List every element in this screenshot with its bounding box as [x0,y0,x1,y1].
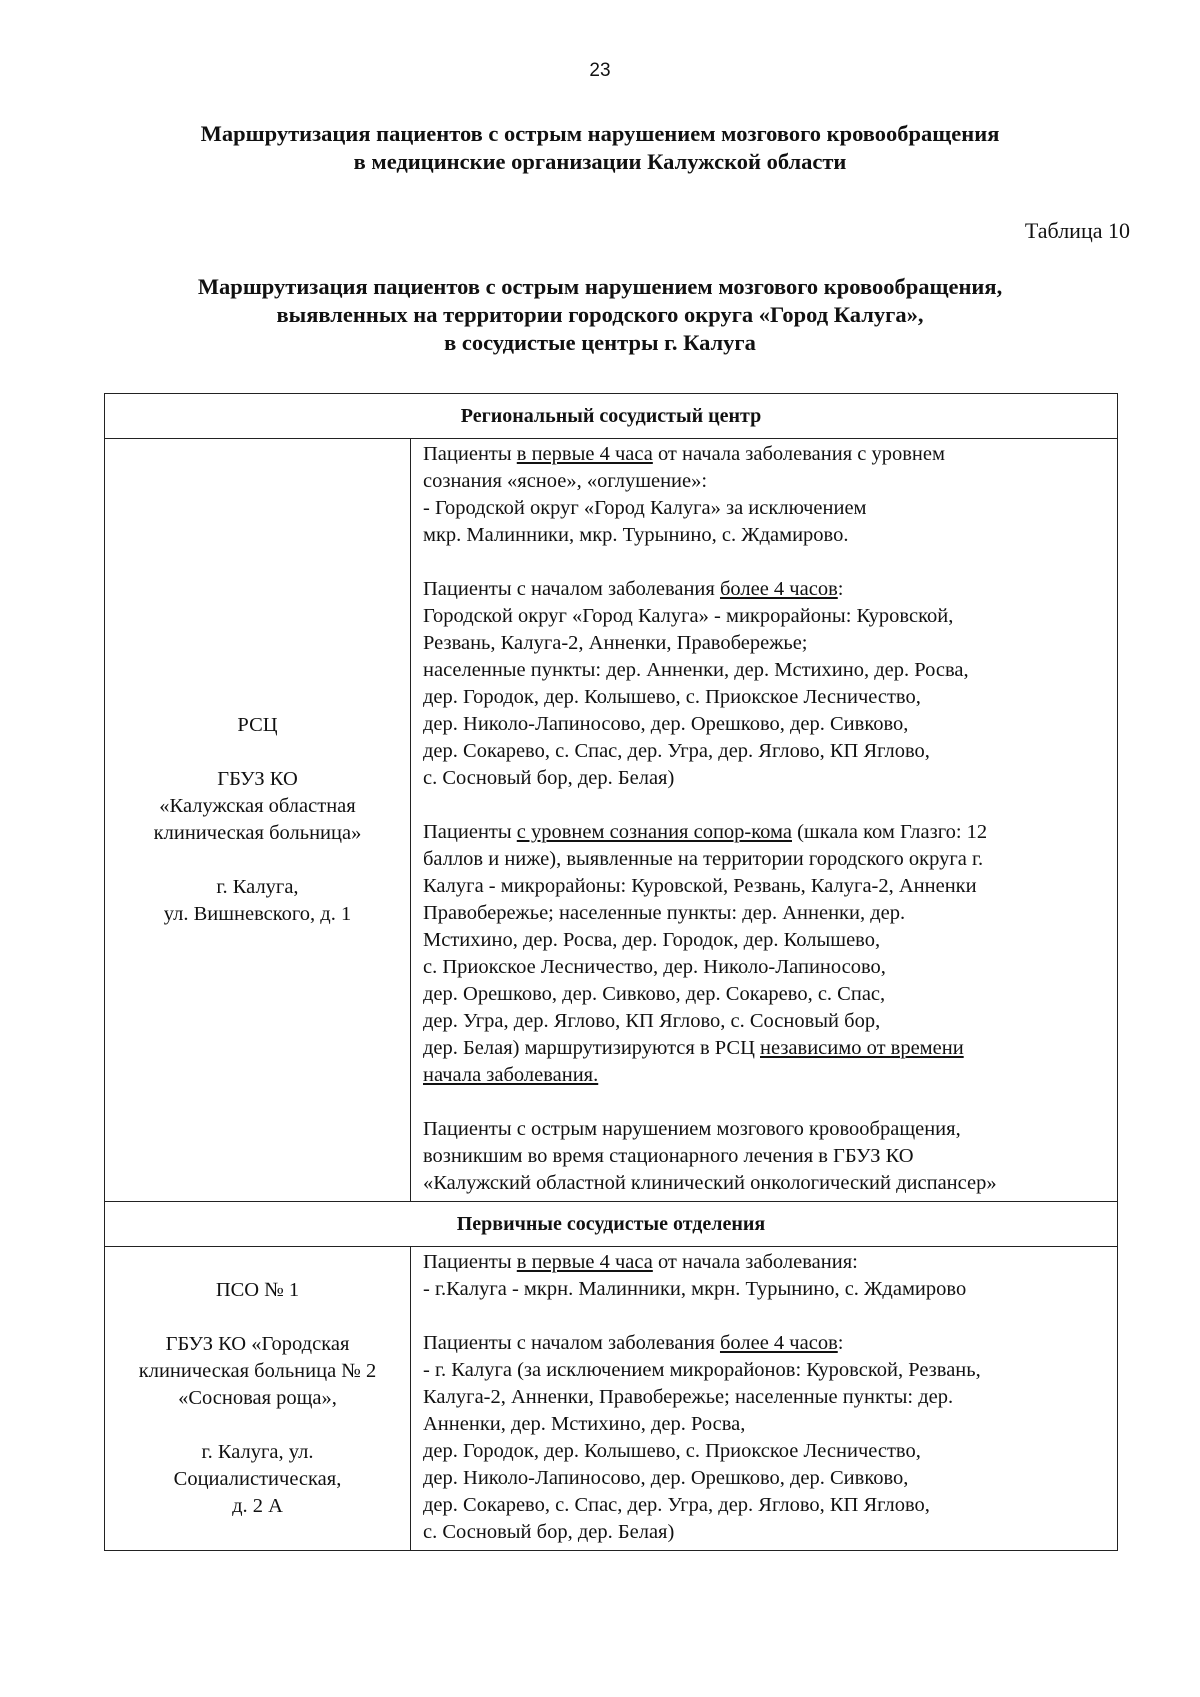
text-line: с. Сосновый бор, дер. Белая) [423,1521,675,1543]
text-fragment: Пациенты [423,443,517,465]
main-title-line: в медицинские организации Калужской области [353,149,847,174]
text-line: Резвань, Калуга-2, Анненки, Правобережье; [423,632,808,654]
text-line: «Калужский областной клинический онкологический диспансер» [423,1172,997,1194]
text-fragment: Пациенты [423,1251,517,1273]
table-title-line: Маршрутизация пациентов с острым нарушением мозгового кровообращения, [197,274,1003,299]
table-row [105,439,1118,1202]
text-line: дер. Угра, дер. Яглово, КП Яглово, с. Сосновый бор, [423,1010,881,1032]
text-line: Калуга-2, Анненки, Правобережье; населенные пункты: дер. [423,1386,954,1408]
text-line: Городской округ «Город Калуга» - микрорайоны: Куровской, [423,605,954,627]
org-abbr: РСЦ [237,714,278,736]
underlined-fragment: более 4 часов [719,578,838,600]
text-fragment: от начала заболевания: [652,1251,858,1273]
routing-table [104,393,1118,1551]
org-name-line: ГБУЗ КО [217,768,298,790]
text-fragment: Пациенты с началом заболевания [423,578,720,600]
text-line: дер. Городок, дер. Колышево, с. Приокское Лесничество, [423,686,921,708]
text-line: - г. Калуга (за исключением микрорайонов: Куровской, Резвань, [423,1359,981,1381]
underlined-fragment: более 4 часов [719,1332,838,1354]
text-line: дер. Сокарево, с. Спас, дер. Угра, дер. Яглово, КП Яглово, [423,1494,930,1516]
text-line: дер. Николо-Лапиносово, дер. Орешково, дер. Сивково, [423,1467,909,1489]
page-number: 23 [589,60,611,81]
routing-paragraph [423,576,1109,792]
underlined-fragment: независимо от времени [760,1037,964,1059]
text-line: Калуга - микрорайоны: Куровской, Резвань, Калуга-2, Анненки [423,875,977,897]
section-header-row [105,394,1118,439]
text-line: - Городской округ «Город Калуга» за исключением [423,497,867,519]
text-fragment: Пациенты [423,821,517,843]
org-name-line: клиническая больница» [153,822,362,844]
routing-cell-pso1 [411,1247,1118,1551]
org-cell-pso1 [105,1247,411,1551]
text-fragment: от начала заболевания с уровнем [652,443,945,465]
text-line: мкр. Малинники, мкр. Турынино, с. Ждамирово. [423,524,849,546]
text-line: дер. Орешково, дер. Сивково, дер. Сокарево, с. Спас, [423,983,886,1005]
org-address-line: д. 2 А [232,1495,283,1517]
text-line: населенные пункты: дер. Анненки, дер. Мстихино, дер. Росва, [423,659,969,681]
section-header-pso: Первичные сосудистые отделения [105,1202,1118,1247]
org-name-line: «Калужская областная [159,795,356,817]
text-line: с. Сосновый бор, дер. Белая) [423,767,675,789]
routing-paragraph [423,819,1109,1089]
text-line: дер. Николо-Лапиносово, дер. Орешково, дер. Сивково, [423,713,909,735]
main-title-line: Маршрутизация пациентов с острым нарушением мозгового кровообращения [200,121,1000,146]
underlined-fragment: с уровнем сознания сопор-кома [516,821,792,843]
routing-paragraph [423,441,1109,549]
table-row [105,1247,1118,1551]
table-title [100,273,1100,357]
org-name-line: клиническая больница № 2 [138,1360,377,1382]
text-fragment: : [837,578,844,600]
text-line: Правобережье; населенные пункты: дер. Анненки, дер. [423,902,906,924]
underlined-fragment: в первые 4 часа [516,1251,653,1273]
section-header-row [105,1202,1118,1247]
routing-paragraph [423,1330,1109,1546]
section-header-rsc: Региональный сосудистый центр [105,394,1118,439]
underlined-fragment: начала заболевания. [423,1064,599,1086]
text-fragment: Пациенты с началом заболевания [423,1332,720,1354]
text-line: баллов и ниже), выявленные на территории городского округа г. [423,848,984,870]
text-line: Пациенты с острым нарушением мозгового кровообращения, [423,1118,961,1140]
text-fragment: дер. Белая) маршрутизируются в РСЦ [423,1037,760,1059]
table-label: Таблица 10 [1024,218,1130,243]
org-address-line: г. Калуга, ул. [201,1441,314,1463]
org-address-line: г. Калуга, [216,876,299,898]
underlined-fragment: в первые 4 часа [516,443,653,465]
org-address-line: ул. Вишневского, д. 1 [163,903,352,925]
text-fragment: : [837,1332,844,1354]
text-line: с. Приокское Лесничество, дер. Николо-Лапиносово, [423,956,886,978]
table-title-line: в сосудистые центры г. Калуга [444,330,756,355]
org-name-line: ГБУЗ КО «Городская [165,1333,350,1355]
routing-paragraph [423,1249,1109,1303]
main-title [100,120,1100,176]
text-line: дер. Сокарево, с. Спас, дер. Угра, дер. Яглово, КП Яглово, [423,740,930,762]
text-line: Мстихино, дер. Росва, дер. Городок, дер. Колышево, [423,929,881,951]
org-address-line: Социалистическая, [173,1468,342,1490]
text-line: сознания «ясное», «оглушение»: [423,470,708,492]
text-fragment: (шкала ком Глазго: 12 [791,821,988,843]
routing-paragraph [423,1116,1109,1197]
text-line: возникшим во время стационарного лечения в ГБУЗ КО [423,1145,914,1167]
table-title-line: выявленных на территории городского округа «Город Калуга», [276,302,924,327]
routing-cell-rsc [411,439,1118,1202]
org-cell-rsc [105,439,411,1202]
text-line: дер. Городок, дер. Колышево, с. Приокское Лесничество, [423,1440,921,1462]
text-line: Анненки, дер. Мстихино, дер. Росва, [423,1413,746,1435]
text-line: - г.Калуга - мкрн. Малинники, мкрн. Турынино, с. Ждамирово [423,1278,967,1300]
org-name-line: «Сосновая роща», [178,1387,337,1409]
org-abbr: ПСО № 1 [215,1279,300,1301]
